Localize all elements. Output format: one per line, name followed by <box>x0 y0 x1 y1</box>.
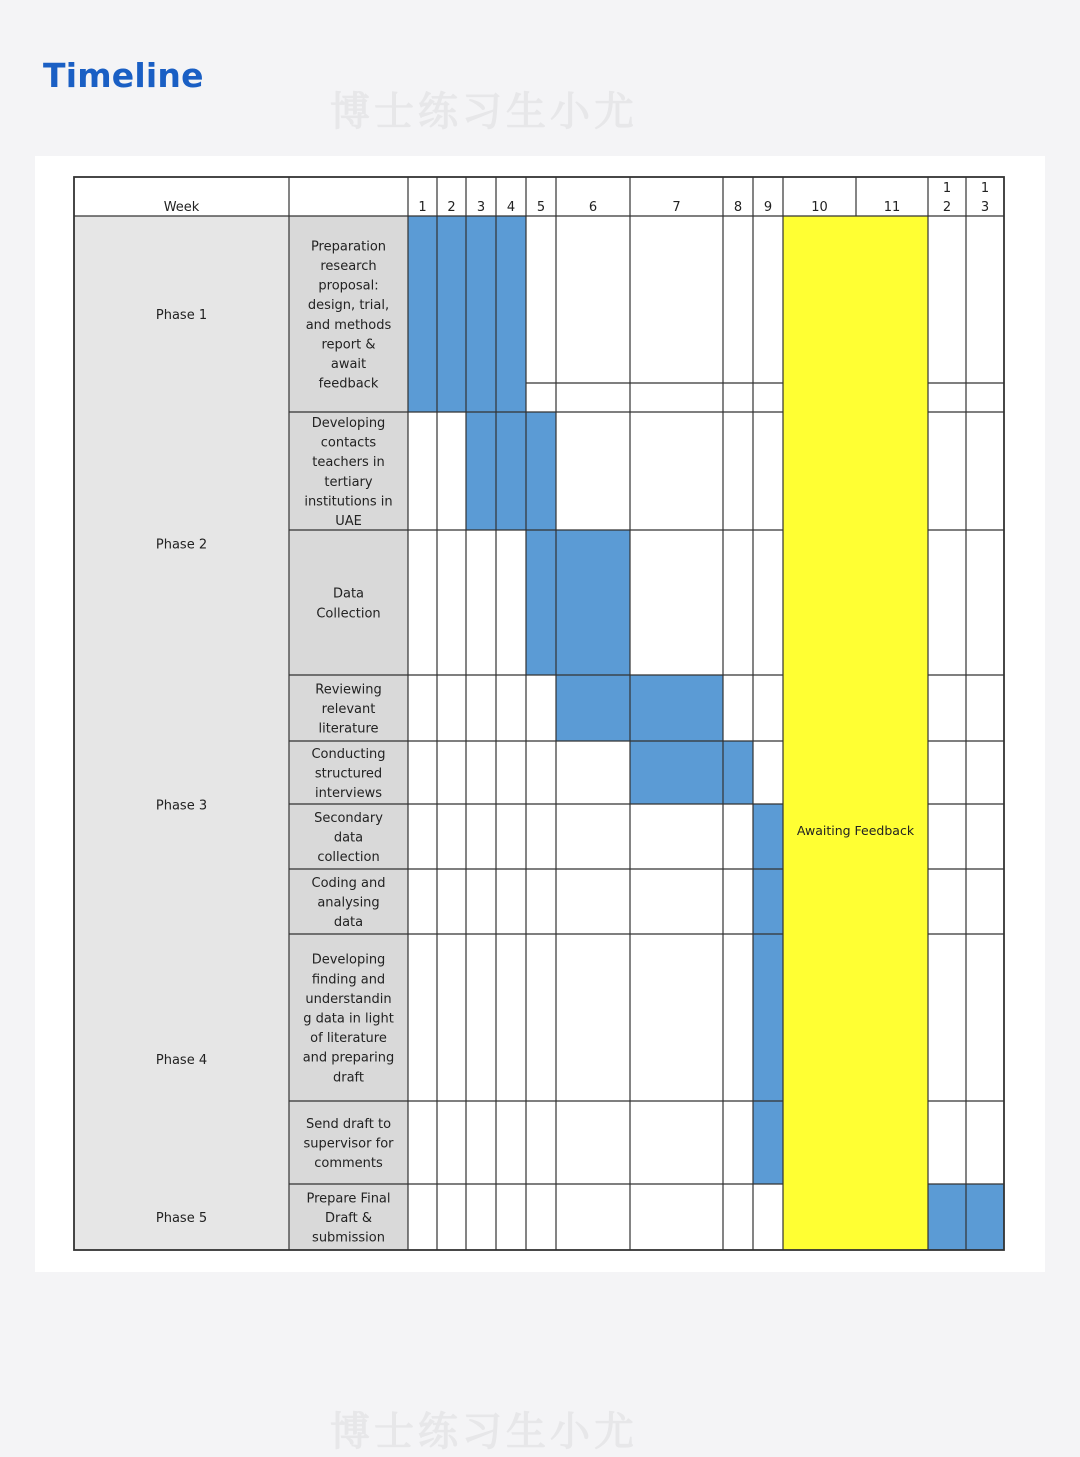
task-label: UAE <box>335 514 362 529</box>
task-label: Reviewing <box>315 682 382 698</box>
task-bar <box>526 530 630 675</box>
week-tick-label: 7 <box>672 200 681 215</box>
task-label: data <box>333 915 364 931</box>
task-bar <box>753 804 783 869</box>
week-tick-label: 10 <box>811 200 828 215</box>
phase-label: Phase 1 <box>155 308 208 323</box>
task-label: understandin <box>305 991 392 1007</box>
task-label: Coding and <box>311 875 386 891</box>
phase-label: Phase 5 <box>155 1211 208 1226</box>
task-label: teachers in <box>312 455 385 471</box>
week-tick-label: 4 <box>506 200 516 215</box>
task-label: Data <box>332 586 365 602</box>
task-label: relevant <box>321 702 376 717</box>
task-bar <box>753 1101 783 1184</box>
week-tick-label: 1 <box>942 181 952 196</box>
task-label: institutions in <box>304 494 393 510</box>
task-label: literature <box>318 721 379 737</box>
task-label: design, trial, <box>307 298 390 314</box>
task-label: comments <box>314 1156 383 1172</box>
task-label: Secondary <box>314 810 383 826</box>
week-tick-label: 2 <box>942 200 952 215</box>
task-label: and preparing <box>302 1050 395 1066</box>
task-label: Prepare Final <box>306 1191 391 1207</box>
task-label: submission <box>312 1230 385 1246</box>
gantt-chart-panel <box>35 156 1045 1272</box>
task-bar <box>408 216 526 412</box>
week-tick-label: 2 <box>447 200 456 215</box>
week-tick-label: 6 <box>588 200 598 215</box>
task-label: analysing <box>317 895 380 911</box>
task-label: research <box>320 259 377 274</box>
task-bar <box>556 675 723 741</box>
task-label: contacts <box>320 435 377 451</box>
phase-label: Phase 2 <box>155 537 208 553</box>
phase-label: Phase 4 <box>155 1053 208 1068</box>
task-label: Collection <box>316 606 381 622</box>
page-title: Timeline <box>43 56 204 95</box>
week-tick-label: 3 <box>476 200 486 215</box>
watermark-text: 博士练习生小尤 <box>330 89 638 135</box>
task-label: structured <box>314 766 383 782</box>
task-label: collection <box>317 850 380 866</box>
task-bar <box>630 741 753 804</box>
task-label: feedback <box>318 376 379 392</box>
task-label: Conducting <box>311 746 386 762</box>
task-bar <box>753 934 783 1101</box>
phase-column-bg <box>74 216 289 1250</box>
task-label: data <box>333 830 364 846</box>
task-label: Send draft to <box>305 1116 392 1132</box>
task-label: Developing <box>311 416 386 431</box>
task-label: g data in light <box>303 1011 394 1027</box>
task-label: of literature <box>310 1031 387 1047</box>
task-label: await <box>330 357 367 372</box>
week-tick-label: 11 <box>883 200 901 215</box>
task-label: and methods <box>305 317 392 333</box>
week-tick-label: 3 <box>980 200 990 215</box>
week-tick-label: 1 <box>980 181 990 196</box>
week-tick-label: 1 <box>418 200 427 215</box>
task-label: tertiary <box>324 474 373 490</box>
feedback-period-band <box>783 216 928 1250</box>
task-label: proposal: <box>318 278 379 294</box>
task-label: report & <box>321 337 376 353</box>
week-tick-label: 5 <box>536 200 546 215</box>
gantt-chart <box>35 156 1045 1272</box>
task-label: Draft & <box>324 1211 373 1226</box>
task-label: Preparation <box>310 239 387 255</box>
watermark-text: 博士练习生小尤 <box>330 1409 638 1455</box>
week-tick-label: 8 <box>733 200 743 215</box>
week-header-label: Week <box>163 200 200 215</box>
task-label: interviews <box>315 786 382 802</box>
week-tick-label: 9 <box>763 200 773 215</box>
task-label: finding and <box>311 972 386 988</box>
task-label: Developing <box>311 952 386 968</box>
task-bar <box>753 869 783 934</box>
task-label: draft <box>332 1070 365 1086</box>
task-label: supervisor for <box>303 1136 394 1152</box>
phase-label: Phase 3 <box>155 798 208 814</box>
feedback-period-label: Awaiting Feedback <box>796 823 915 838</box>
task-bar <box>466 412 556 530</box>
